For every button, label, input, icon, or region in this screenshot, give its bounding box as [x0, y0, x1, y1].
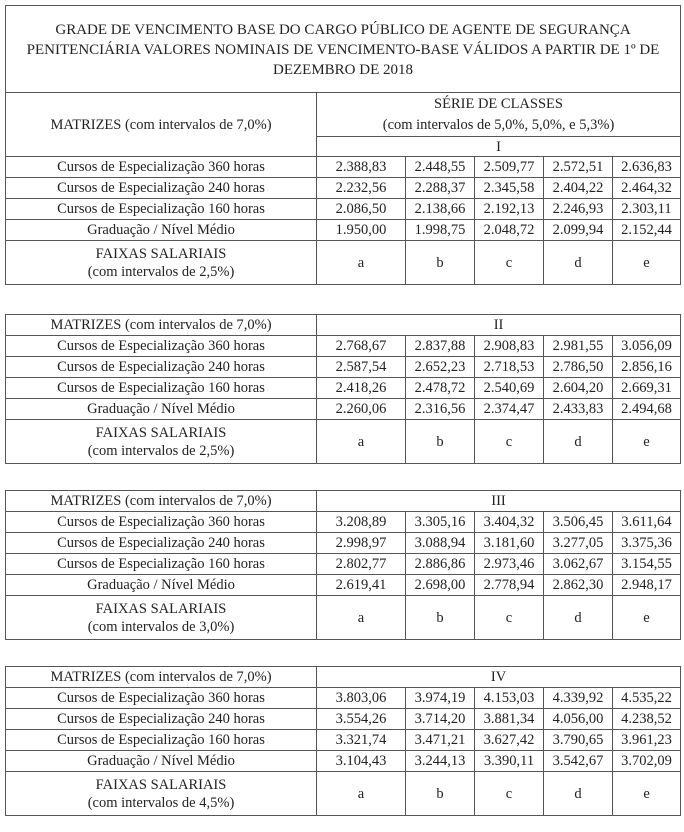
row-label: Cursos de Especialização 240 horas — [6, 533, 317, 554]
value-cell: 3.611,64 — [613, 512, 681, 533]
value-cell: 3.154,55 — [613, 554, 681, 575]
table-row — [6, 688, 681, 709]
value-cell: 2.998,97 — [317, 533, 406, 554]
value-cell: 2.669,31 — [613, 378, 681, 399]
value-cell: 3.803,06 — [317, 688, 406, 709]
value-cell: 2.778,94 — [475, 575, 544, 596]
value-cell: 3.375,36 — [613, 533, 681, 554]
table-row — [6, 751, 681, 772]
value-cell: 2.232,56 — [317, 178, 406, 199]
value-cell: 3.390,11 — [475, 751, 544, 772]
serie-de-classes-header — [317, 93, 681, 137]
row-label: Cursos de Especialização 240 horas — [6, 709, 317, 730]
faixa-cell: e — [613, 241, 681, 285]
faixa-cell: b — [406, 241, 475, 285]
row-label: Cursos de Especialização 360 horas — [6, 512, 317, 533]
table-row — [6, 533, 681, 554]
value-cell: 3.974,19 — [406, 688, 475, 709]
value-cell: 2.886,86 — [406, 554, 475, 575]
faixa-cell: a — [317, 772, 406, 816]
value-cell: 2.786,50 — [544, 357, 613, 378]
value-cell: 3.104,43 — [317, 751, 406, 772]
table-row — [6, 554, 681, 575]
salary-table-class-iv — [5, 666, 681, 816]
value-cell: 2.698,00 — [406, 575, 475, 596]
faixas-row — [6, 420, 681, 464]
value-cell: 1.998,75 — [406, 220, 475, 241]
value-cell: 3.277,05 — [544, 533, 613, 554]
table-row — [6, 220, 681, 241]
matrizes-header: MATRIZES (com intervalos de 7,0%) — [6, 667, 317, 688]
value-cell: 3.471,21 — [406, 730, 475, 751]
faixa-cell: a — [317, 241, 406, 285]
value-cell: 3.404,32 — [475, 512, 544, 533]
value-cell: 2.388,83 — [317, 157, 406, 178]
salary-table-class-iii — [5, 490, 681, 640]
table-row — [6, 178, 681, 199]
table-row — [6, 399, 681, 420]
value-cell: 2.433,83 — [544, 399, 613, 420]
value-cell: 2.948,17 — [613, 575, 681, 596]
value-cell: 2.718,53 — [475, 357, 544, 378]
value-cell: 2.908,83 — [475, 336, 544, 357]
value-cell: 3.181,60 — [475, 533, 544, 554]
faixa-cell: e — [613, 772, 681, 816]
value-cell: 3.244,13 — [406, 751, 475, 772]
table-row — [6, 199, 681, 220]
value-cell: 2.856,16 — [613, 357, 681, 378]
value-cell: 4.153,03 — [475, 688, 544, 709]
row-label: Cursos de Especialização 160 horas — [6, 378, 317, 399]
faixa-cell: b — [406, 596, 475, 640]
faixas-title: FAIXAS SALARIAIS — [95, 245, 227, 262]
faixa-cell: c — [475, 596, 544, 640]
value-cell: 3.088,94 — [406, 533, 475, 554]
faixa-cell: e — [613, 420, 681, 464]
faixas-row — [6, 772, 681, 816]
value-cell: 2.973,46 — [475, 554, 544, 575]
row-label: Cursos de Especialização 160 horas — [6, 554, 317, 575]
value-cell: 2.981,55 — [544, 336, 613, 357]
faixa-cell: d — [544, 596, 613, 640]
faixas-subtitle: (com intervalos de 4,5%) — [87, 794, 235, 811]
row-label: Cursos de Especialização 240 horas — [6, 178, 317, 199]
faixa-cell: a — [317, 596, 406, 640]
faixa-cell: c — [475, 241, 544, 285]
row-label: Graduação / Nível Médio — [6, 399, 317, 420]
faixas-row — [6, 241, 681, 285]
matrizes-header: MATRIZES (com intervalos de 7,0%) — [6, 93, 317, 157]
salary-table-class-ii — [5, 314, 681, 464]
row-label: Cursos de Especialização 360 horas — [6, 157, 317, 178]
table-row — [6, 378, 681, 399]
value-cell: 2.138,66 — [406, 199, 475, 220]
row-label: Cursos de Especialização 240 horas — [6, 357, 317, 378]
class-label: IV — [317, 667, 681, 688]
value-cell: 2.303,11 — [613, 199, 681, 220]
faixas-subtitle: (com intervalos de 2,5%) — [87, 442, 235, 459]
value-cell: 3.714,20 — [406, 709, 475, 730]
row-label: Cursos de Especialização 360 horas — [6, 336, 317, 357]
value-cell: 2.837,88 — [406, 336, 475, 357]
row-label: Cursos de Especialização 160 horas — [6, 730, 317, 751]
value-cell: 4.238,52 — [613, 709, 681, 730]
value-cell: 1.950,00 — [317, 220, 406, 241]
class-label: I — [317, 137, 681, 157]
value-cell: 2.604,20 — [544, 378, 613, 399]
value-cell: 2.404,22 — [544, 178, 613, 199]
faixas-label — [6, 596, 317, 640]
value-cell: 2.192,13 — [475, 199, 544, 220]
faixa-cell: b — [406, 772, 475, 816]
value-cell: 3.062,67 — [544, 554, 613, 575]
faixa-cell: a — [317, 420, 406, 464]
matrizes-header: MATRIZES (com intervalos de 7,0%) — [6, 315, 317, 336]
value-cell: 2.288,37 — [406, 178, 475, 199]
row-label: Graduação / Nível Médio — [6, 220, 317, 241]
value-cell: 2.540,69 — [475, 378, 544, 399]
value-cell: 2.768,67 — [317, 336, 406, 357]
value-cell: 2.448,55 — [406, 157, 475, 178]
value-cell: 3.881,34 — [475, 709, 544, 730]
table-row — [6, 157, 681, 178]
value-cell: 4.339,92 — [544, 688, 613, 709]
faixas-label — [6, 772, 317, 816]
value-cell: 3.506,45 — [544, 512, 613, 533]
table-row — [6, 512, 681, 533]
faixa-cell: d — [544, 241, 613, 285]
value-cell: 2.246,93 — [544, 199, 613, 220]
faixas-row — [6, 596, 681, 640]
value-cell: 3.961,23 — [613, 730, 681, 751]
value-cell: 2.494,68 — [613, 399, 681, 420]
value-cell: 2.652,23 — [406, 357, 475, 378]
faixa-cell: c — [475, 420, 544, 464]
value-cell: 3.305,16 — [406, 512, 475, 533]
matrizes-header: MATRIZES (com intervalos de 7,0%) — [6, 491, 317, 512]
value-cell: 3.702,09 — [613, 751, 681, 772]
value-cell: 2.802,77 — [317, 554, 406, 575]
value-cell: 2.587,54 — [317, 357, 406, 378]
table-row — [6, 357, 681, 378]
table-row — [6, 575, 681, 596]
value-cell: 2.478,72 — [406, 378, 475, 399]
salary-table-class-i — [5, 5, 681, 285]
value-cell: 2.374,47 — [475, 399, 544, 420]
faixas-title: FAIXAS SALARIAIS — [95, 776, 227, 793]
faixa-cell: d — [544, 772, 613, 816]
value-cell: 2.086,50 — [317, 199, 406, 220]
value-cell: 2.048,72 — [475, 220, 544, 241]
value-cell: 2.862,30 — [544, 575, 613, 596]
value-cell: 3.056,09 — [613, 336, 681, 357]
table-row — [6, 336, 681, 357]
faixas-subtitle: (com intervalos de 3,0%) — [87, 618, 235, 635]
faixas-label — [6, 241, 317, 285]
value-cell: 3.321,74 — [317, 730, 406, 751]
faixa-cell: b — [406, 420, 475, 464]
faixas-title: FAIXAS SALARIAIS — [95, 600, 227, 617]
class-label: II — [317, 315, 681, 336]
document-title: GRADE DE VENCIMENTO BASE DO CARGO PÚBLICO DE AGENTE DE SEGURANÇA PENITENCIÁRIA VALORES NOMINAIS DE VENCIMENTO-BASE VÁLIDOS A PARTIR DE 1º DE DEZEMBRO DE 2018 — [6, 6, 681, 93]
value-cell: 2.464,32 — [613, 178, 681, 199]
value-cell: 2.418,26 — [317, 378, 406, 399]
value-cell: 2.345,58 — [475, 178, 544, 199]
value-cell: 4.535,22 — [613, 688, 681, 709]
value-cell: 2.316,56 — [406, 399, 475, 420]
value-cell: 3.790,65 — [544, 730, 613, 751]
faixa-cell: e — [613, 596, 681, 640]
faixa-cell: d — [544, 420, 613, 464]
value-cell: 4.056,00 — [544, 709, 613, 730]
value-cell: 3.554,26 — [317, 709, 406, 730]
value-cell: 3.542,67 — [544, 751, 613, 772]
faixas-subtitle: (com intervalos de 2,5%) — [87, 263, 235, 280]
row-label: Graduação / Nível Médio — [6, 751, 317, 772]
value-cell: 2.099,94 — [544, 220, 613, 241]
value-cell: 2.572,51 — [544, 157, 613, 178]
serie-subtitle: (com intervalos de 5,0%, 5,0%, e 5,3%) — [382, 116, 615, 133]
serie-title: SÉRIE DE CLASSES — [434, 95, 563, 112]
table-row — [6, 730, 681, 751]
value-cell: 2.619,41 — [317, 575, 406, 596]
class-label: III — [317, 491, 681, 512]
row-label: Graduação / Nível Médio — [6, 575, 317, 596]
row-label: Cursos de Especialização 360 horas — [6, 688, 317, 709]
value-cell: 3.208,89 — [317, 512, 406, 533]
value-cell: 3.627,42 — [475, 730, 544, 751]
faixas-label — [6, 420, 317, 464]
value-cell: 2.260,06 — [317, 399, 406, 420]
faixas-title: FAIXAS SALARIAIS — [95, 424, 227, 441]
value-cell: 2.636,83 — [613, 157, 681, 178]
row-label: Cursos de Especialização 160 horas — [6, 199, 317, 220]
faixa-cell: c — [475, 772, 544, 816]
value-cell: 2.509,77 — [475, 157, 544, 178]
table-row — [6, 709, 681, 730]
value-cell: 2.152,44 — [613, 220, 681, 241]
